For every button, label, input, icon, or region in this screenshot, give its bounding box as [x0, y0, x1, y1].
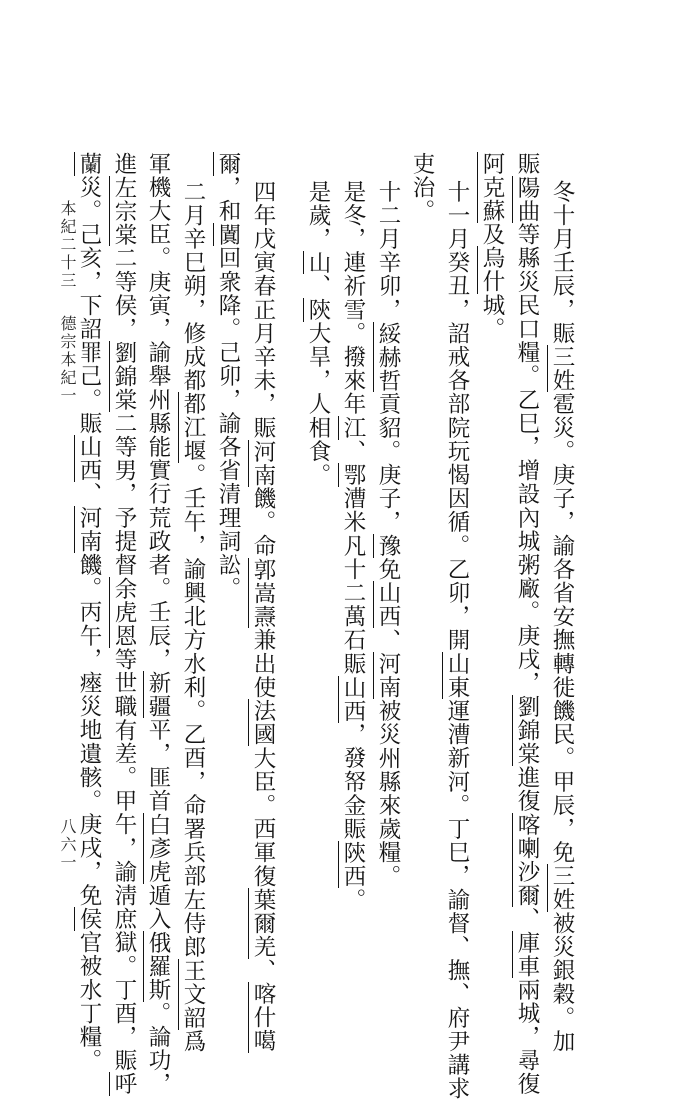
proper-noun: 山東 — [444, 652, 470, 700]
proper-noun: 喀什噶 — [250, 982, 276, 1054]
proper-noun: 葉爾羌 — [250, 888, 276, 959]
text-segment: 被災銀穀。加 — [549, 911, 575, 1054]
text-column-3 — [480, 152, 504, 341]
proper-noun: 陝 — [305, 298, 331, 322]
text-segment: 。論功， — [145, 1001, 171, 1097]
text-column-2 — [515, 152, 539, 1096]
text-segment: 官被水丁糧。 — [76, 930, 102, 1073]
text-segment: 爲 — [180, 1029, 206, 1054]
text-column-13 — [112, 152, 136, 1096]
proper-noun: 山 — [305, 250, 331, 275]
proper-noun: 烏什 — [479, 246, 505, 294]
text-segment: 賑 — [514, 152, 540, 176]
text-segment: 兩城，尋復 — [514, 978, 540, 1097]
proper-noun: 阿克蘇 — [479, 152, 505, 223]
text-column-10 — [216, 152, 240, 600]
proper-noun: 白彥虎 — [145, 812, 171, 884]
text-segment: 及 — [479, 222, 505, 247]
proper-noun: 鄂 — [340, 463, 366, 487]
proper-noun: 劉錦棠 — [111, 340, 137, 412]
proper-noun: 河南 — [76, 506, 102, 554]
text-segment: 被災州縣來歲糧。 — [375, 699, 401, 889]
proper-noun: 爾 — [215, 152, 241, 176]
text-segment: 。 — [340, 888, 366, 912]
text-segment: 二月辛巳朔，修成都 — [180, 180, 206, 393]
proper-noun: 山西 — [340, 675, 366, 723]
text-segment: 冬十月壬辰，賑 — [549, 180, 575, 346]
text-column-9 — [251, 180, 275, 1053]
text-segment: 遁入 — [145, 883, 171, 931]
text-segment: 進復 — [514, 765, 540, 813]
text-segment: ，和 — [215, 175, 241, 223]
text-segment: 漕米凡十二萬石賑 — [340, 486, 366, 676]
text-segment: 等世職有差。甲午，諭淸庶獄。丁酉，賑 — [111, 647, 137, 1073]
text-segment: 饑。命 — [250, 486, 276, 558]
text-segment: 二等侯， — [111, 246, 137, 341]
proper-noun: 喀喇沙爾 — [514, 812, 540, 908]
margin-volume-title: 本紀二十三 — [58, 200, 77, 290]
text-segment: 、 — [250, 958, 276, 983]
text-segment: 饑。丙午，瘞災地遺骸。庚戌，免 — [76, 553, 102, 908]
proper-noun: 余虎恩 — [111, 576, 137, 648]
text-segment: 二等男，予提督 — [111, 411, 137, 577]
text-segment: 大臣。西軍復 — [250, 746, 276, 889]
proper-noun: 王文韶 — [180, 958, 206, 1030]
text-column-14 — [77, 152, 101, 1072]
text-segment: 是冬，連祈雪。撥來年 — [340, 180, 366, 416]
proper-noun: 郭嵩燾 — [250, 557, 276, 629]
text-column-6 — [376, 180, 400, 888]
text-segment: 是歲， — [305, 180, 331, 251]
proper-noun: 庫車 — [514, 930, 540, 979]
proper-noun: 山西 — [76, 435, 102, 483]
text-segment: 進 — [111, 152, 137, 176]
proper-noun: 三姓 — [549, 864, 575, 912]
text-segment: 運漕新河。丁巳，諭督、撫、府尹講求 — [444, 699, 470, 1100]
text-segment: ，發帑金賑 — [340, 722, 366, 841]
text-segment: 、 — [305, 274, 331, 299]
text-column-12 — [146, 152, 170, 1096]
text-segment: 災。己亥，下詔罪己。賑 — [76, 175, 102, 436]
text-segment: 、 — [76, 482, 102, 507]
proper-noun: 綏赫哲 — [375, 321, 401, 393]
text-segment: 等縣災民口糧。乙巳，增設內城粥廠。庚戌， — [514, 222, 540, 695]
text-segment: 免 — [375, 557, 401, 582]
text-segment: 十一月癸丑，詔戒各部院玩愒因循。乙卯，開 — [444, 180, 470, 652]
text-column-7 — [341, 180, 365, 912]
text-segment: 。壬午，諭興北方水利。乙酉，命署兵部左侍郎 — [180, 463, 206, 959]
text-segment: 雹災。庚子，諭各省安撫轉徙饑民。甲辰，免 — [549, 392, 575, 865]
text-segment: 、 — [340, 439, 366, 464]
margin-page-number: 八六一 — [58, 818, 77, 872]
proper-noun: 劉錦棠 — [514, 694, 540, 766]
proper-noun: 法國 — [250, 699, 276, 747]
proper-noun: 河南 — [250, 439, 276, 487]
proper-noun: 江 — [340, 416, 366, 440]
proper-noun: 山西 — [375, 581, 401, 629]
proper-noun: 三姓 — [549, 345, 575, 393]
text-segment: 吏治。 — [409, 152, 435, 223]
text-segment: 十二月辛卯， — [375, 180, 401, 322]
margin-chapter-title: 德宗本紀一 — [58, 315, 77, 405]
proper-noun: 都江堰 — [180, 392, 206, 464]
proper-noun: 俄羅斯 — [145, 930, 171, 1002]
proper-noun: 河南 — [375, 652, 401, 700]
text-segment: 、 — [375, 628, 401, 653]
proper-noun: 左宗棠 — [111, 175, 137, 247]
text-segment: 軍機大臣。庚寅，諭舉州縣能實行荒政者。壬辰， — [145, 152, 171, 672]
text-segment: 、 — [514, 907, 540, 931]
text-segment: 大旱，人相食。 — [305, 321, 331, 487]
text-column-5 — [410, 152, 434, 223]
proper-noun: 侯 — [76, 907, 102, 931]
text-segment: 平，匪首 — [145, 718, 171, 813]
proper-noun: 新疆 — [145, 671, 171, 719]
proper-noun: 豫 — [375, 534, 401, 558]
text-column-4 — [445, 180, 469, 1100]
text-column-8 — [306, 180, 330, 487]
text-segment: 城。 — [479, 293, 505, 341]
proper-noun: 蘭 — [76, 152, 102, 176]
text-column-1 — [550, 180, 574, 1053]
text-segment: 回衆降。己卯，諭各省清理詞訟。 — [215, 246, 241, 601]
text-segment: 四年戊寅春正月辛未，賑 — [250, 180, 276, 440]
proper-noun: 陝西 — [340, 840, 366, 889]
text-column-11 — [181, 180, 205, 1053]
proper-noun: 呼 — [111, 1072, 137, 1097]
text-segment: 兼出使 — [250, 628, 276, 700]
proper-noun: 陽曲 — [514, 175, 540, 223]
proper-noun: 闐 — [215, 222, 241, 247]
text-segment: 貢貂。庚子， — [375, 392, 401, 535]
